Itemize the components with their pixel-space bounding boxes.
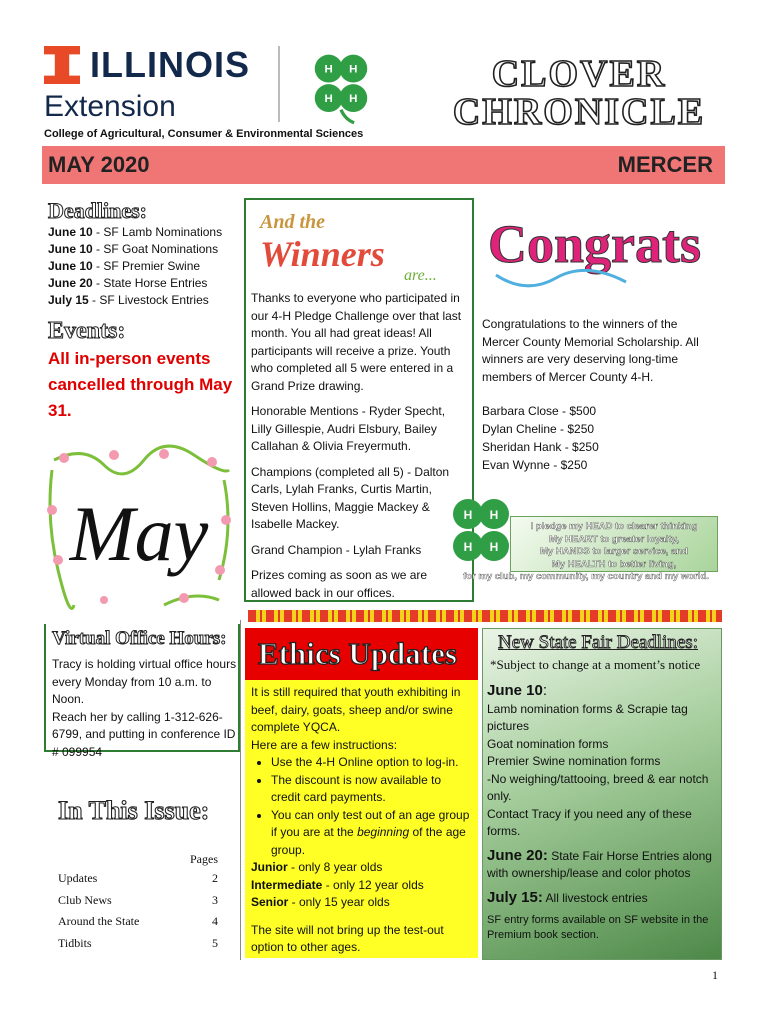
svg-text:H: H bbox=[463, 508, 473, 522]
congrats-graphic bbox=[486, 200, 701, 296]
events-heading: Events: bbox=[48, 318, 126, 344]
in-this-issue-heading: In This Issue: bbox=[58, 796, 210, 825]
list-item: Evan Wynne - $250 bbox=[482, 458, 588, 472]
toc-row[interactable]: Updates 2 bbox=[58, 871, 218, 885]
winners-title-graphic bbox=[254, 204, 464, 284]
college-name: College of Agricultural, Consumer & Environmental Sciences bbox=[44, 128, 364, 140]
deadlines-heading: Deadlines: bbox=[48, 198, 147, 223]
svg-text:H: H bbox=[349, 63, 358, 76]
svg-text:H: H bbox=[324, 63, 333, 76]
congrats-text: Congratulations to the winners of the Mercer County Memorial Scholarship. All winners are very deserving long-time members of Mercer County 4-H. bbox=[482, 317, 699, 384]
list-item: • Use the 4-H Online option to log-in. bbox=[271, 754, 473, 772]
newsletter-title-line2: CHRONICLE bbox=[452, 91, 706, 133]
list-item: • You can only test out of an age group if you are at the beginning of the age group. bbox=[271, 807, 473, 860]
winners-article: Thanks to everyone who participated in our 4-H Pledge Challenge over that last month. You all had great ideas! All participants will receive a prize. Youth who completed all 5 were entered in a Grand Prize drawing. Honorable Mentions - Ryder Specht, Lilly Gillespie, Audri Elsbury, Bailey Callahan & Olivia Freyermuth. Champions (completed all 5) - Dalton Carls, Lylah Franks, Curtis Martin, Steven Hollins, Maggie Mackey & Isabelle Mackey. Grand Champion - Lylah Franks Prizes coming as soon as we are allowed back in our offices. bbox=[251, 291, 462, 600]
county-name: MERCER bbox=[617, 152, 713, 177]
svg-text:Congrats: Congrats bbox=[488, 214, 701, 274]
illinois-block-i-logo bbox=[44, 46, 80, 84]
svg-text:H: H bbox=[489, 508, 499, 522]
table-of-contents bbox=[58, 852, 218, 957]
svg-text:H: H bbox=[489, 540, 499, 554]
ethics-article: It is still required that youth exhibiting in beef, dairy, goats, sheep and/or swine complete YQCA. Here are a few instructions: • Use the 4-H Online option to log-in. • The discount is now available to credit card payments. • You can only test out of an age group if you are at the beginning of the age group. Junior - only 8 year olds Intermediate - only 12 year olds Senior - only 15 year olds The site will not bring up the test-out option to other ages. bbox=[251, 684, 473, 957]
toc-row[interactable]: Tidbits 5 bbox=[58, 935, 218, 950]
logo-divider bbox=[278, 46, 280, 122]
deadlines-list bbox=[48, 224, 222, 309]
list-item: Barbara Close - $500 bbox=[482, 404, 597, 418]
instructions-list bbox=[271, 754, 473, 859]
virtual-office-heading: Virtual Office Hours: bbox=[52, 628, 227, 649]
extension-wordmark: Extension bbox=[44, 90, 176, 123]
state-fair-heading: New State Fair Deadlines: bbox=[498, 632, 698, 653]
toc-row[interactable]: Around the State 4 bbox=[58, 914, 218, 928]
newsletter-title-line1: CLOVER bbox=[491, 53, 667, 95]
list-item: • The discount is now available to credit card payments. bbox=[271, 772, 473, 807]
pledge-closing: for my club, my community, my country and my world. bbox=[463, 571, 709, 582]
list-item: June 10 - SF Lamb Nominations bbox=[48, 225, 223, 239]
state-fair-subnote: *Subject to change at a moment’s notice bbox=[490, 657, 701, 672]
scholarship-winners-list bbox=[482, 402, 712, 474]
svg-text:are...: are... bbox=[404, 267, 437, 284]
illinois-wordmark: ILLINOIS bbox=[90, 44, 250, 85]
list-item: June 20 - State Horse Entries bbox=[48, 276, 208, 290]
may-floral-illustration bbox=[44, 440, 234, 610]
toc-row[interactable]: Club News 3 bbox=[58, 892, 218, 907]
list-item: Sheridan Hank - $250 bbox=[482, 440, 599, 454]
issue-date: MAY 2020 bbox=[48, 152, 150, 177]
svg-text:Winners: Winners bbox=[260, 234, 385, 274]
pledge-text: I pledge my HEAD to clearer thinking My HEART to greater loyalty, My HANDS to larger service, and My HEALTH to better living, bbox=[530, 521, 698, 570]
events-notice: All in-person events cancelled through May 31. bbox=[48, 349, 233, 420]
list-item: Dylan Cheline - $250 bbox=[482, 422, 595, 436]
issue-band bbox=[42, 146, 725, 184]
virtual-office-text: Tracy is holding virtual office hours every Monday from 10 a.m. to Noon. Reach her by calling 1-312-626-6799, and putting in conference ID # 099954 bbox=[52, 657, 237, 759]
list-item: July 15 - SF Livestock Entries bbox=[48, 293, 209, 307]
4h-clover-icon bbox=[300, 44, 382, 126]
column-divider bbox=[240, 620, 241, 960]
svg-text:H: H bbox=[463, 540, 473, 554]
ethics-heading: Ethics Updates bbox=[258, 636, 457, 671]
svg-text:And the: And the bbox=[260, 211, 326, 233]
decorative-divider bbox=[248, 610, 722, 622]
pages-label: Pages bbox=[190, 852, 218, 866]
list-item: June 10 - SF Premier Swine bbox=[48, 259, 201, 273]
svg-text:May: May bbox=[69, 490, 209, 577]
list-item: June 10 - SF Goat Nominations bbox=[48, 242, 219, 256]
svg-text:H: H bbox=[324, 93, 333, 106]
page-number: 1 bbox=[712, 968, 718, 982]
state-fair-article: June 10: Lamb nomination forms & Scrapie tag pictures Goat nomination forms Premier Swine nomination forms -No weighing/tattooing, breed & ear notch only. Contact Tracy if you need any of these forms. June 20: State Fair Horse Entries along with ownership/lease and color photos July 15: All livestock entries SF entry forms available on SF website in the Premium book section. bbox=[487, 682, 712, 941]
svg-text:H: H bbox=[349, 93, 358, 106]
